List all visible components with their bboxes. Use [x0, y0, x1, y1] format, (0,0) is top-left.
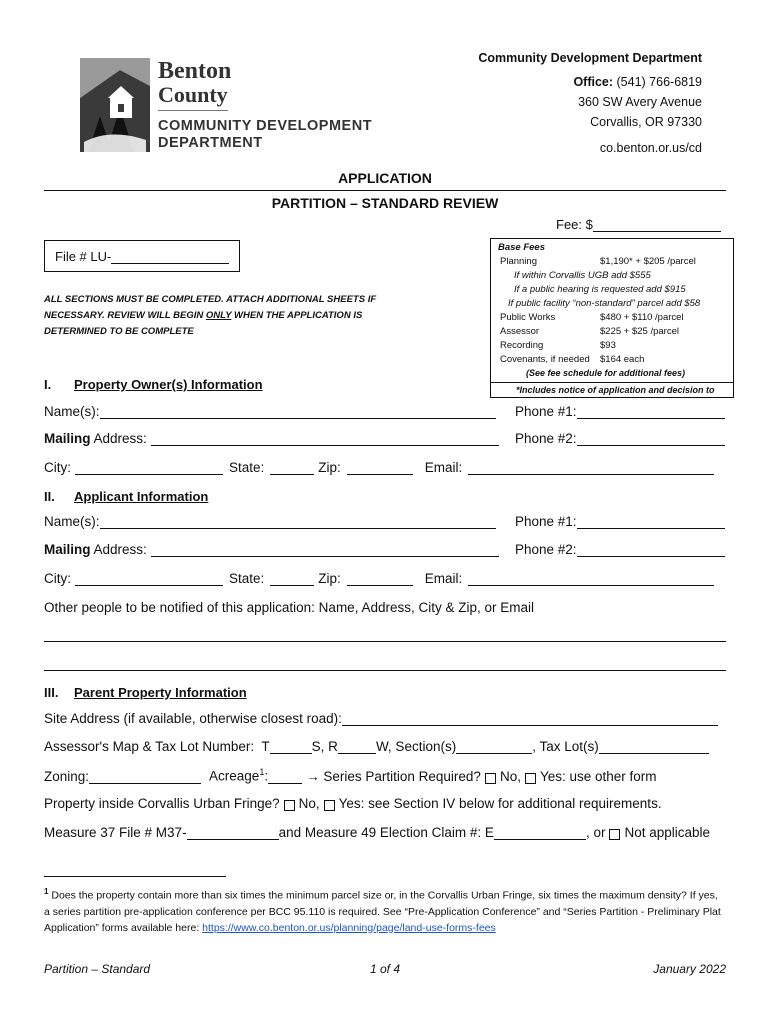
urban-fringe-question: Property inside Corvallis Urban Fringe? [44, 796, 280, 811]
others-notified-line2[interactable] [44, 670, 726, 671]
fee-planning-name: Planning [500, 256, 537, 267]
logo-mark-icon [80, 58, 150, 152]
fringe-no-checkbox[interactable] [284, 800, 295, 811]
site-address-field[interactable] [44, 711, 718, 726]
measure49-label: and Measure 49 Election Claim #: E [278, 825, 494, 840]
applicant-mailing-field[interactable] [44, 542, 499, 557]
applicant-city-row [44, 571, 714, 586]
fringe-no-label: No, [298, 796, 320, 811]
map-t-label: Assessor's Map & Tax Lot Number: T [44, 739, 270, 754]
title-partition: PARTITION – STANDARD REVIEW [271, 195, 499, 211]
fee-assessor [498, 325, 727, 339]
footer-left: Partition – Standard [44, 962, 151, 976]
owner-mailing-label [44, 431, 147, 446]
series-yes-label: Yes: use other form [539, 768, 657, 784]
owner-state-blank[interactable] [270, 460, 314, 475]
footnote-sup: 1 [44, 887, 49, 896]
applicant-email-label: Email: [424, 571, 463, 586]
instructions [44, 292, 424, 340]
fringe-yes-checkbox[interactable] [324, 800, 335, 811]
office-label: Office: [573, 75, 614, 89]
address-line1: 360 SW Avery Avenue [578, 95, 702, 109]
footer-center: 1 of 4 [369, 962, 401, 976]
fee-note1: If within Corvallis UGB add $555 [514, 270, 651, 281]
owner-names-blank[interactable] [100, 404, 496, 419]
section3-title: Parent Property Information [74, 685, 247, 700]
owner-phone1-blank[interactable] [577, 404, 725, 419]
acreage-label [209, 767, 268, 784]
fee-public-works-name: Public Works [500, 312, 556, 323]
not-applicable-label: Not applicable [624, 825, 711, 840]
owner-mailing-rest: Address: [90, 431, 147, 446]
footnote-rule [44, 876, 226, 877]
owner-phone1-field[interactable] [515, 404, 725, 419]
footnote-text: Does the property contain more than six times the minimum parcel size or, in the Corvallis Urban Fringe, six times the maximum density? If yes, a series partition pre-application conference per BCC 95.110 is required. See “Pre-Application Conference” and “Series Partition - Preliminary Plat Application” forms available here: [44, 889, 721, 934]
county-logo [80, 58, 400, 154]
map-r-label: S, R [311, 739, 338, 754]
applicant-state-label: State: [229, 571, 265, 586]
owner-mailing-field[interactable] [44, 431, 499, 446]
logo-county: County [158, 82, 228, 107]
fee-covenants-name: Covenants, if needed [500, 354, 590, 365]
office-phone: (541) 766-6819 [616, 75, 702, 89]
address-line2: Corvallis, OR 97330 [590, 115, 702, 129]
owner-email-blank[interactable] [468, 460, 714, 475]
owner-zip-label: Zip: [318, 460, 341, 475]
section2-num: II. [44, 489, 55, 504]
fee-assessor-value: $225 + $25 /parcel [600, 326, 679, 337]
fee-blank[interactable] [593, 217, 721, 232]
applicant-names-label: Name(s): [44, 514, 100, 529]
fringe-yes-label: Yes: see Section IV below for additional requirements. [338, 796, 662, 811]
measure-row [44, 825, 710, 840]
acreage-sup: 1 [259, 767, 265, 777]
fee-note3: If public facility “non-standard” parcel add $58 [508, 298, 701, 309]
acreage-colon: : [264, 768, 269, 784]
zoning-blank[interactable] [89, 769, 201, 784]
owner-phone2-blank[interactable] [577, 431, 725, 446]
section1-num: I. [44, 377, 52, 392]
fee-footnote: *Includes notice of application and decision to [516, 385, 715, 395]
applicant-zip-label: Zip: [318, 571, 341, 586]
applicant-phone1-label: Phone #1: [515, 514, 577, 529]
fee-recording [498, 339, 727, 353]
series-partition-question: → Series Partition Required? [306, 768, 481, 784]
section3-heading [44, 685, 247, 700]
owner-email-label: Email: [424, 460, 463, 475]
file-number-blank[interactable] [111, 249, 229, 264]
fee-public-works [498, 311, 727, 325]
applicant-mailing-rest: Address: [90, 542, 147, 557]
instructions-only: ONLY [205, 310, 232, 321]
map-t-blank[interactable] [270, 739, 312, 754]
logo-department: DEPARTMENT [158, 135, 263, 151]
applicant-phone2-label: Phone #2: [515, 542, 577, 557]
title-application: APPLICATION [338, 170, 432, 186]
applicant-phone2-blank[interactable] [577, 542, 725, 557]
owner-zip-blank[interactable] [347, 460, 413, 475]
assessor-map-row [44, 739, 709, 754]
owner-city-label: City: [44, 460, 71, 475]
owner-phone1-label: Phone #1: [515, 404, 577, 419]
logo-benton: Benton [158, 58, 232, 84]
title-rule [44, 190, 726, 191]
fee-recording-name: Recording [500, 340, 544, 351]
or-label: , or [585, 825, 606, 840]
logo-divider [158, 110, 228, 111]
dept-title: Community Development Department [478, 51, 702, 65]
measure37-blank[interactable] [187, 825, 279, 840]
instructions-part2: WHEN THE APPLICATION IS DETERMINED TO BE COMPLETE [44, 310, 363, 337]
applicant-state-blank[interactable] [270, 571, 314, 586]
section1-title: Property Owner(s) Information [74, 377, 263, 392]
others-notified-label: Other people to be notified of this application: Name, Address, City & Zip, or Email [44, 600, 534, 615]
map-section-blank[interactable] [456, 739, 532, 754]
fee-planning-value: $1,190* + $205 /parcel [600, 256, 696, 267]
series-no-label: No, [499, 768, 521, 784]
fee-label: Fee: $ [556, 217, 593, 232]
fee-schedule-note: (See fee schedule for additional fees) [526, 368, 686, 378]
measure37-label: Measure 37 File # M37- [44, 825, 187, 840]
footnote-link[interactable]: https://www.co.benton.or.us/planning/page/land-use-forms-fees [202, 921, 496, 934]
fee-public-works-value: $480 + $110 /parcel [600, 312, 684, 323]
applicant-names-blank[interactable] [100, 514, 496, 529]
others-notified-line1[interactable] [44, 641, 726, 642]
logo-community-development: COMMUNITY DEVELOPMENT [158, 118, 373, 134]
fees-heading: Base Fees [498, 242, 546, 253]
acreage-text: Acreage [209, 768, 260, 784]
applicant-city-label: City: [44, 571, 71, 586]
site-address-blank[interactable] [342, 711, 718, 726]
owner-city-row [44, 460, 714, 475]
fee-assessor-name: Assessor [500, 326, 540, 337]
owner-phone2-field[interactable] [515, 431, 725, 446]
fee-covenants [498, 353, 727, 367]
owner-city-blank[interactable] [75, 460, 223, 475]
footer-right: January 2022 [653, 962, 726, 976]
applicant-phone1-blank[interactable] [577, 514, 725, 529]
zoning-label: Zoning: [44, 768, 90, 784]
owner-state-label: State: [229, 460, 265, 475]
fee-field[interactable] [556, 217, 721, 232]
header-contact [478, 48, 702, 158]
applicant-mailing-label [44, 542, 147, 557]
instructions-part1: ALL SECTIONS MUST BE COMPLETED. ATTACH ADDITIONAL SHEETS IF NECESSARY. REVIEW WILL BEGIN [44, 294, 377, 321]
owner-phone2-label: Phone #2: [515, 431, 577, 446]
map-section-label: W, Section(s) [375, 739, 457, 754]
website[interactable]: co.benton.or.us/cd [599, 141, 702, 155]
tax-lot-label: , Tax Lot(s) [532, 739, 599, 754]
series-yes-checkbox[interactable] [525, 773, 536, 784]
section2-heading [44, 489, 208, 504]
fee-covenants-value: $164 each [600, 354, 645, 365]
footnote [44, 884, 726, 936]
applicant-mailing-bold: Mailing [44, 542, 91, 557]
measure49-blank[interactable] [494, 825, 586, 840]
fee-planning [498, 255, 727, 269]
owner-mailing-bold: Mailing [44, 431, 91, 446]
applicant-phone2-field[interactable] [515, 542, 725, 557]
owner-mailing-blank[interactable] [151, 431, 499, 446]
applicant-zip-blank[interactable] [347, 571, 413, 586]
fee-note2: If a public hearing is requested add $915 [514, 284, 686, 295]
site-address-label: Site Address (if available, otherwise closest road): [44, 711, 342, 726]
applicant-city-blank[interactable] [75, 571, 223, 586]
section3-num: III. [44, 685, 59, 700]
owner-names-label: Name(s): [44, 404, 100, 419]
file-number-label: File # LU- [55, 248, 112, 264]
applicant-phone1-field[interactable] [515, 514, 725, 529]
file-number-box[interactable] [44, 240, 240, 272]
section2-title: Applicant Information [74, 489, 209, 504]
office-line [478, 72, 702, 92]
tax-lot-blank[interactable] [599, 739, 709, 754]
applicant-email-blank[interactable] [468, 571, 714, 586]
fee-recording-value: $93 [600, 340, 616, 351]
base-fees-box [490, 238, 734, 398]
map-r-blank[interactable] [338, 739, 376, 754]
owner-names-field[interactable] [44, 404, 496, 419]
applicant-names-field[interactable] [44, 514, 496, 529]
urban-fringe-row [44, 796, 662, 811]
zoning-row [44, 767, 657, 784]
applicant-mailing-blank[interactable] [151, 542, 499, 557]
not-applicable-checkbox[interactable] [609, 829, 620, 840]
series-no-checkbox[interactable] [485, 773, 496, 784]
acreage-blank[interactable] [268, 769, 302, 784]
section1-heading [44, 377, 263, 392]
